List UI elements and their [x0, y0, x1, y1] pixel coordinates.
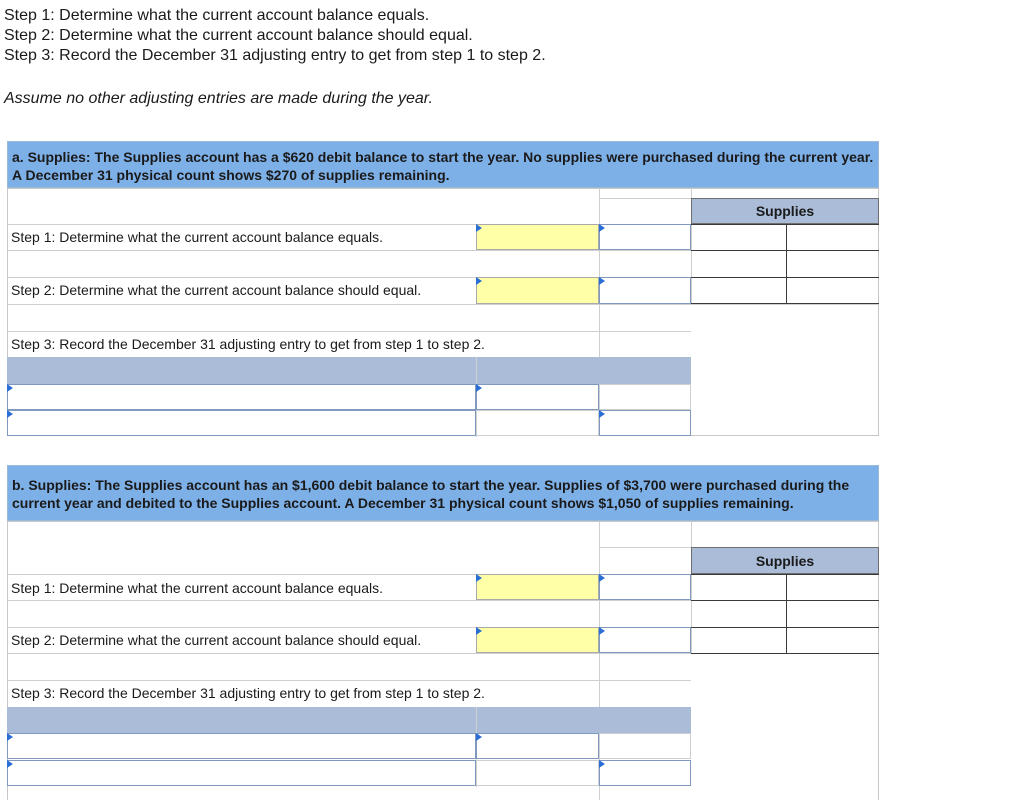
assumption-note: Assume no other adjusting entries are made during the year.: [4, 90, 433, 107]
part-b-header: b. Supplies: The Supplies account has an $1,600 debit balance to start the year. Supplies of $3,700 were purchased during the current year and debited to the Supplies account. A December 31 physical count shows $1,050 of supplies remaining.: [7, 465, 879, 521]
part-a-t-debit-2[interactable]: [692, 251, 785, 277]
input-marker-icon: [7, 410, 13, 418]
part-a-journal-header: [7, 357, 691, 384]
part-b-journal-credit-2-input[interactable]: [599, 760, 691, 786]
part-a-row-line: [7, 331, 691, 332]
input-marker-icon: [599, 277, 605, 285]
part-a-step-1-amount[interactable]: [476, 224, 599, 250]
part-a-row-line: [7, 250, 691, 251]
part-b-step-2-amount[interactable]: [476, 627, 599, 653]
input-marker-icon: [599, 574, 605, 582]
part-a-step-2-account[interactable]: [599, 277, 691, 304]
part-b-row-line: [7, 653, 691, 654]
part-b-t-debit-2[interactable]: [692, 601, 785, 627]
part-a-t-credit-2[interactable]: [787, 251, 878, 277]
input-marker-icon: [476, 574, 482, 582]
part-a-t-credit-1[interactable]: [787, 225, 878, 250]
part-b-journal-header: [7, 707, 691, 733]
part-b-journal-debit-1-input[interactable]: [476, 733, 599, 759]
part-b-step-1-amount-input[interactable]: [476, 574, 599, 600]
part-a-step-2-label: Step 2: Determine what the current account balance should equal.: [11, 282, 422, 298]
part-b-row-line: [599, 547, 691, 548]
part-b-step-2-amount-input[interactable]: [476, 627, 599, 653]
part-a-step-1-account[interactable]: [599, 224, 691, 250]
input-marker-icon: [476, 627, 482, 635]
input-marker-icon: [476, 733, 482, 741]
input-marker-icon: [476, 224, 482, 232]
part-b-row-line: [7, 600, 691, 601]
part-a-step-1-label: Step 1: Determine what the current account balance equals.: [11, 229, 383, 245]
instruction-step-1: Step 1: Determine what the current account balance equals.: [4, 7, 430, 24]
part-b-journal-debit-1[interactable]: [476, 733, 599, 759]
part-a-step-1-amount-input[interactable]: [476, 224, 599, 250]
part-a-journal-credit-2[interactable]: [599, 410, 691, 436]
part-a-journal-account-1[interactable]: [7, 384, 476, 410]
part-a-t-account-line: [691, 303, 879, 304]
instructions: [4, 6, 546, 66]
input-marker-icon: [476, 384, 482, 392]
input-marker-icon: [7, 733, 13, 741]
part-a-step-2-amount-input[interactable]: [476, 277, 599, 304]
part-b-t-credit-1[interactable]: [787, 575, 878, 600]
part-b-journal-credit-1: [599, 733, 691, 759]
part-a-step-3-label: Step 3: Record the December 31 adjusting entry to get from step 1 to step 2.: [11, 336, 485, 352]
part-b-step-1-account[interactable]: [599, 574, 691, 600]
part-a-header: a. Supplies: The Supplies account has a $620 debit balance to start the year. No supplies were purchased during the current year. A December 31 physical count shows $270 of supplies remaining.: [7, 141, 879, 188]
part-b-t-debit-1[interactable]: [692, 575, 785, 600]
instruction-step-2: Step 2: Determine what the current account balance should equal.: [4, 27, 473, 44]
part-a-t-debit-balance[interactable]: [692, 278, 785, 303]
part-a-journal-debit-1[interactable]: [476, 384, 599, 410]
input-marker-icon: [599, 410, 605, 418]
part-b-step-1-label: Step 1: Determine what the current account balance equals.: [11, 580, 383, 596]
input-marker-icon: [599, 224, 605, 232]
input-marker-icon: [7, 760, 13, 768]
part-b-step-2-account-input[interactable]: [599, 627, 691, 653]
part-a-t-debit-1[interactable]: [692, 225, 785, 250]
instruction-step-3: Step 3: Record the December 31 adjusting entry to get from step 1 to step 2.: [4, 47, 546, 64]
part-b-step-1-amount[interactable]: [476, 574, 599, 600]
part-b-step-2-account[interactable]: [599, 627, 691, 653]
part-b-journal-credit-2[interactable]: [599, 760, 691, 786]
part-b-t-debit-balance[interactable]: [692, 628, 785, 653]
part-b-step-1-account-input[interactable]: [599, 574, 691, 600]
part-a-step-2-amount[interactable]: [476, 277, 599, 304]
part-b-row-line: [7, 680, 691, 681]
part-a-row-line: [7, 304, 879, 305]
part-b-step-2-label: Step 2: Determine what the current account balance should equal.: [11, 632, 422, 648]
part-b-journal-account-2-input[interactable]: [7, 760, 476, 786]
part-a-journal-debit-2: [476, 410, 599, 436]
part-b-t-account-title: Supplies: [691, 547, 879, 574]
input-marker-icon: [476, 277, 482, 285]
input-marker-icon: [7, 384, 13, 392]
part-a-journal-credit-1: [599, 384, 691, 410]
part-b-t-credit-balance[interactable]: [787, 628, 878, 653]
input-marker-icon: [599, 627, 605, 635]
part-b-journal-account-1[interactable]: [7, 733, 476, 759]
part-a-t-account-title: Supplies: [691, 198, 879, 224]
part-a-journal-account-1-input[interactable]: [7, 384, 476, 410]
input-marker-icon: [599, 760, 605, 768]
part-a-step-2-account-input[interactable]: [599, 277, 691, 304]
part-a-step-1-account-input[interactable]: [599, 224, 691, 250]
part-b-t-credit-2[interactable]: [787, 601, 878, 627]
part-a-journal-credit-2-input[interactable]: [599, 410, 691, 436]
part-a-t-credit-balance[interactable]: [787, 278, 878, 303]
part-b-t-account-line: [691, 653, 879, 654]
part-b-journal-account-2[interactable]: [7, 760, 476, 786]
part-a-journal-debit-1-input[interactable]: [476, 384, 599, 410]
part-a-journal-account-2-input[interactable]: [7, 410, 476, 436]
part-b-step-3-label: Step 3: Record the December 31 adjusting entry to get from step 1 to step 2.: [11, 685, 485, 701]
part-b-journal-account-1-input[interactable]: [7, 733, 476, 759]
part-b-journal-debit-2: [476, 760, 599, 786]
part-a-journal-account-2[interactable]: [7, 410, 476, 436]
part-a-row-line: [599, 198, 691, 199]
